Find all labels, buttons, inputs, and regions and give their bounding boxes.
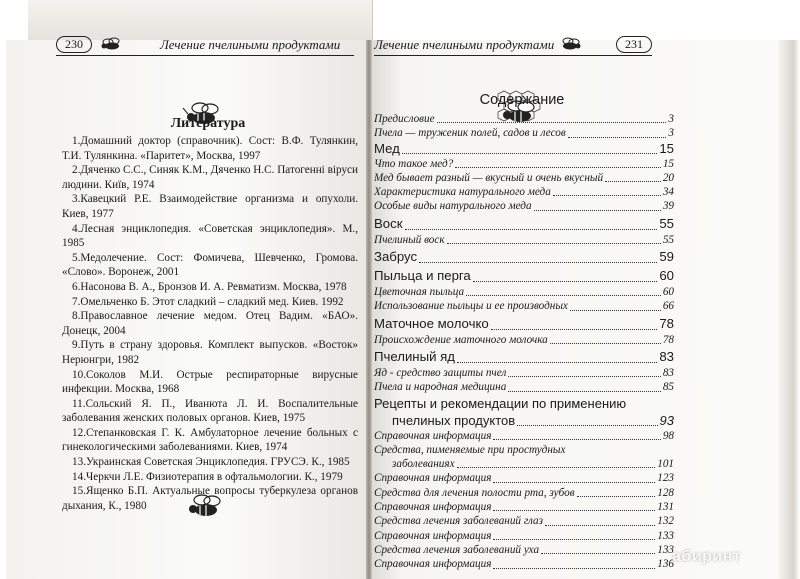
toc-entry-title: Происхождение маточного молочка	[374, 333, 548, 346]
book-spine	[366, 40, 372, 579]
toc-entry	[374, 126, 674, 140]
right-page-number: 231	[616, 36, 652, 53]
toc-page-number: 101	[657, 458, 674, 471]
toc-entry-title: Воск	[374, 215, 403, 231]
toc-page-number: 55	[662, 233, 674, 246]
toc-entry-title: Средства для лечения полости рта, зубов	[374, 486, 575, 499]
toc-leader-dots	[447, 243, 661, 244]
toc-leader-dots	[570, 310, 661, 311]
toc-entry	[374, 395, 674, 412]
toc-entry-title: Рецепты и рекомендации по применению	[374, 395, 627, 411]
reference-item: 5.Медолечение. Сост: Фомичева, Шевченко, Громова. «Слово». Воронеж, 2001	[62, 251, 358, 279]
toc-page-number: 136	[657, 558, 674, 571]
toc-entry-title: Предисловие	[374, 113, 435, 125]
reference-item: 10.Соколов М.И. Острые респираторные вирусные инфекции. Москва, 1968	[62, 368, 358, 396]
toc-entry-title: Мед	[374, 140, 400, 156]
toc-entry-title: Забрус	[374, 249, 418, 265]
left-page-number: 230	[56, 36, 92, 53]
left-running-header	[56, 34, 354, 56]
toc-entry-title: заболеваниях	[392, 458, 455, 471]
toc-leader-dots	[534, 210, 661, 211]
toc-page-number: 132	[657, 515, 674, 528]
toc-entry-title: Яд - средство защиты пчел	[374, 366, 507, 379]
toc-page-number: 78	[659, 315, 674, 331]
reference-item: 12.Степанковская Г. К. Амбулаторное лечение больных с гинекологическими заболеваниями. Киев, 1974	[62, 426, 358, 454]
bee-icon	[98, 37, 124, 53]
toc-page-number: 39	[662, 200, 674, 213]
toc-entry	[374, 266, 674, 285]
toc-page-number: 133	[657, 529, 674, 542]
toc-page-number: 78	[662, 333, 674, 346]
toc-entry-title: Средства лечения заболеваний уха	[374, 543, 540, 556]
toc-entry	[374, 157, 674, 171]
toc-entry	[374, 185, 674, 199]
toc-leader-dots	[493, 482, 655, 483]
toc-leader-dots	[493, 439, 660, 440]
toc-entry	[374, 457, 674, 471]
toc-page-number: 15	[659, 140, 674, 156]
bee-icon	[558, 37, 584, 53]
toc-entry	[374, 112, 674, 126]
toc-entry	[374, 347, 674, 366]
toc-entry-title: Средства лечения заболеваний глаз	[374, 515, 544, 528]
toc-leader-dots	[545, 525, 655, 526]
toc-page-number: 3	[668, 127, 674, 140]
toc-entry-title: Пчела — труженик полей, садов и лесов	[374, 127, 566, 140]
toc-leader-dots	[508, 391, 661, 392]
toc-entry	[374, 471, 674, 485]
toc-page-number: 85	[662, 381, 674, 394]
toc-entry-title: Использование пыльцы и ее производных	[374, 300, 568, 313]
reference-item: 4.Лесная энциклопедия. «Советская энциклопедия». М., 1985	[62, 222, 358, 250]
toc-entry	[374, 412, 674, 429]
reference-item: 3.Кавецкий Р.Е. Взаимодействие организма и опухоли. Киев, 1977	[62, 193, 358, 220]
literature-heading: Литература	[170, 116, 246, 131]
toc-entry-title: Маточное молочко	[374, 315, 489, 331]
reference-item: 6.Насонова В. А., Бронзов И. А. Ревматизм. Москва, 1978	[72, 280, 347, 293]
toc-entry-title: Пчелиный яд	[374, 348, 455, 364]
toc-page-number: 83	[659, 348, 674, 364]
toc-leader-dots	[437, 122, 667, 123]
toc-leader-dots	[553, 195, 661, 196]
toc-leader-dots	[568, 137, 667, 138]
reference-item: 14.Черкчи Л.Е. Физиотерапия в офтальмологии. К., 1979	[72, 470, 343, 483]
table-of-contents	[374, 112, 674, 572]
toc-leader-dots	[402, 153, 657, 154]
toc-entry	[374, 429, 674, 443]
toc-leader-dots	[541, 553, 655, 554]
left-running-title: Лечение пчелиными продуктами	[160, 36, 341, 52]
toc-page-number: 93	[659, 412, 674, 428]
toc-leader-dots	[550, 343, 661, 344]
reference-item: 8.Православное лечение медом. Отец Вадим. «БАО». Донецк, 2004	[62, 310, 358, 337]
toc-entry	[374, 199, 674, 213]
toc-leader-dots	[457, 467, 656, 468]
toc-entry-title: Пчела и народная медицина	[374, 381, 507, 394]
contents-heading: Содержание	[479, 92, 565, 108]
toc-entry	[374, 514, 674, 528]
toc-page-number: 131	[657, 501, 674, 514]
toc-entry	[374, 141, 674, 157]
toc-page-number: 128	[657, 486, 674, 499]
toc-leader-dots	[605, 181, 661, 182]
toc-entry-title: Что такое мед?	[374, 157, 454, 170]
toc-entry	[374, 314, 674, 333]
toc-entry-title: Средства, пименяемые при простудных	[374, 443, 566, 456]
right-running-title: Лечение пчелиными продуктами	[374, 36, 555, 52]
toc-page-number: 59	[659, 249, 674, 265]
toc-entry	[374, 214, 674, 233]
toc-leader-dots	[493, 539, 655, 540]
toc-entry-title: Особые виды натурального меда	[374, 200, 532, 213]
toc-page-number: 55	[659, 215, 674, 231]
toc-entry-title: Справочная информация	[374, 558, 492, 571]
toc-page-number: 123	[657, 472, 674, 485]
reference-list	[62, 134, 358, 513]
toc-entry	[374, 247, 674, 266]
toc-entry	[374, 380, 674, 394]
toc-entry	[374, 171, 674, 185]
reference-item: 15.Ященко Б.П. Актуальные вопросы туберкулеза органов дыхания, К., 1980	[62, 485, 358, 512]
toc-leader-dots	[466, 295, 661, 296]
reference-item: 2.Дяченко С.С., Синяк К.М., Дяченко Н.С. Патогенні віруси людини. Київ, 1974	[62, 164, 358, 191]
toc-entry-title: Справочная информация	[374, 429, 492, 442]
toc-entry	[374, 529, 674, 543]
toc-page-number: 83	[662, 366, 674, 379]
toc-leader-dots	[493, 510, 655, 511]
toc-entry	[374, 285, 674, 299]
toc-leader-dots	[457, 362, 657, 363]
toc-entry	[374, 233, 674, 247]
watermark-text: абиринт	[672, 548, 742, 565]
reference-item: 11.Сольский Я. П., Иванюта Л. И. Воспалительные заболевания женских половых органов. Киев, 1975	[62, 397, 358, 425]
page-edge	[778, 40, 800, 579]
toc-entry-title: Справочная информация	[374, 501, 492, 514]
toc-page-number: 133	[657, 543, 674, 556]
toc-page-number: 3	[668, 113, 674, 125]
toc-entry-title: Характеристика натурального меда	[374, 186, 551, 199]
toc-page-number: 20	[662, 171, 674, 184]
toc-entry-title: пчелиных продуктов	[392, 412, 516, 428]
toc-entry-title: Справочная информация	[374, 472, 492, 485]
toc-leader-dots	[493, 568, 655, 569]
toc-page-number: 98	[662, 429, 674, 442]
toc-page-number: 34	[662, 186, 674, 199]
toc-leader-dots	[517, 425, 657, 426]
toc-leader-dots	[577, 496, 656, 497]
toc-page-number: 60	[659, 268, 674, 284]
toc-leader-dots	[419, 262, 657, 263]
toc-entry-title: Мед бывает разный — вкусный и очень вкусный	[374, 171, 604, 184]
toc-page-number: 60	[662, 286, 674, 299]
toc-entry	[374, 299, 674, 313]
toc-entry-title: Цветочная пыльца	[374, 286, 465, 299]
reference-item: 9.Путь в страну здоровья. Комплект выпусков. «Восток» Нерюнгри, 1982	[62, 339, 358, 366]
toc-leader-dots	[491, 329, 658, 330]
toc-leader-dots	[473, 281, 658, 282]
toc-leader-dots	[508, 376, 660, 377]
toc-entry	[374, 333, 674, 347]
toc-entry	[374, 500, 674, 514]
toc-entry	[374, 543, 674, 557]
toc-entry-title: Пчелиный воск	[374, 233, 445, 246]
toc-entry	[374, 443, 674, 457]
toc-entry	[374, 557, 674, 571]
toc-page-number: 15	[662, 157, 674, 170]
toc-page-number: 66	[662, 300, 674, 313]
right-running-header	[374, 34, 652, 56]
toc-entry-title: Пыльца и перга	[374, 268, 471, 284]
toc-leader-dots	[405, 229, 658, 230]
reference-item: 7.Омельченко Б. Этот сладкий – сладкий мед. Киев. 1992	[72, 295, 344, 308]
reference-item: 13.Украинская Советская Энциклопедия. ГРУСЭ. К., 1985	[72, 456, 350, 469]
toc-entry	[374, 486, 674, 500]
reference-item: 1.Домашний доктор (справочник). Сост: В.Ф. Тулянкин, Т.И. Тулянкина. «Паритет», Москва, 1997	[62, 135, 358, 162]
toc-entry-title: Справочная информация	[374, 529, 492, 542]
toc-entry	[374, 366, 674, 380]
toc-leader-dots	[455, 167, 661, 168]
